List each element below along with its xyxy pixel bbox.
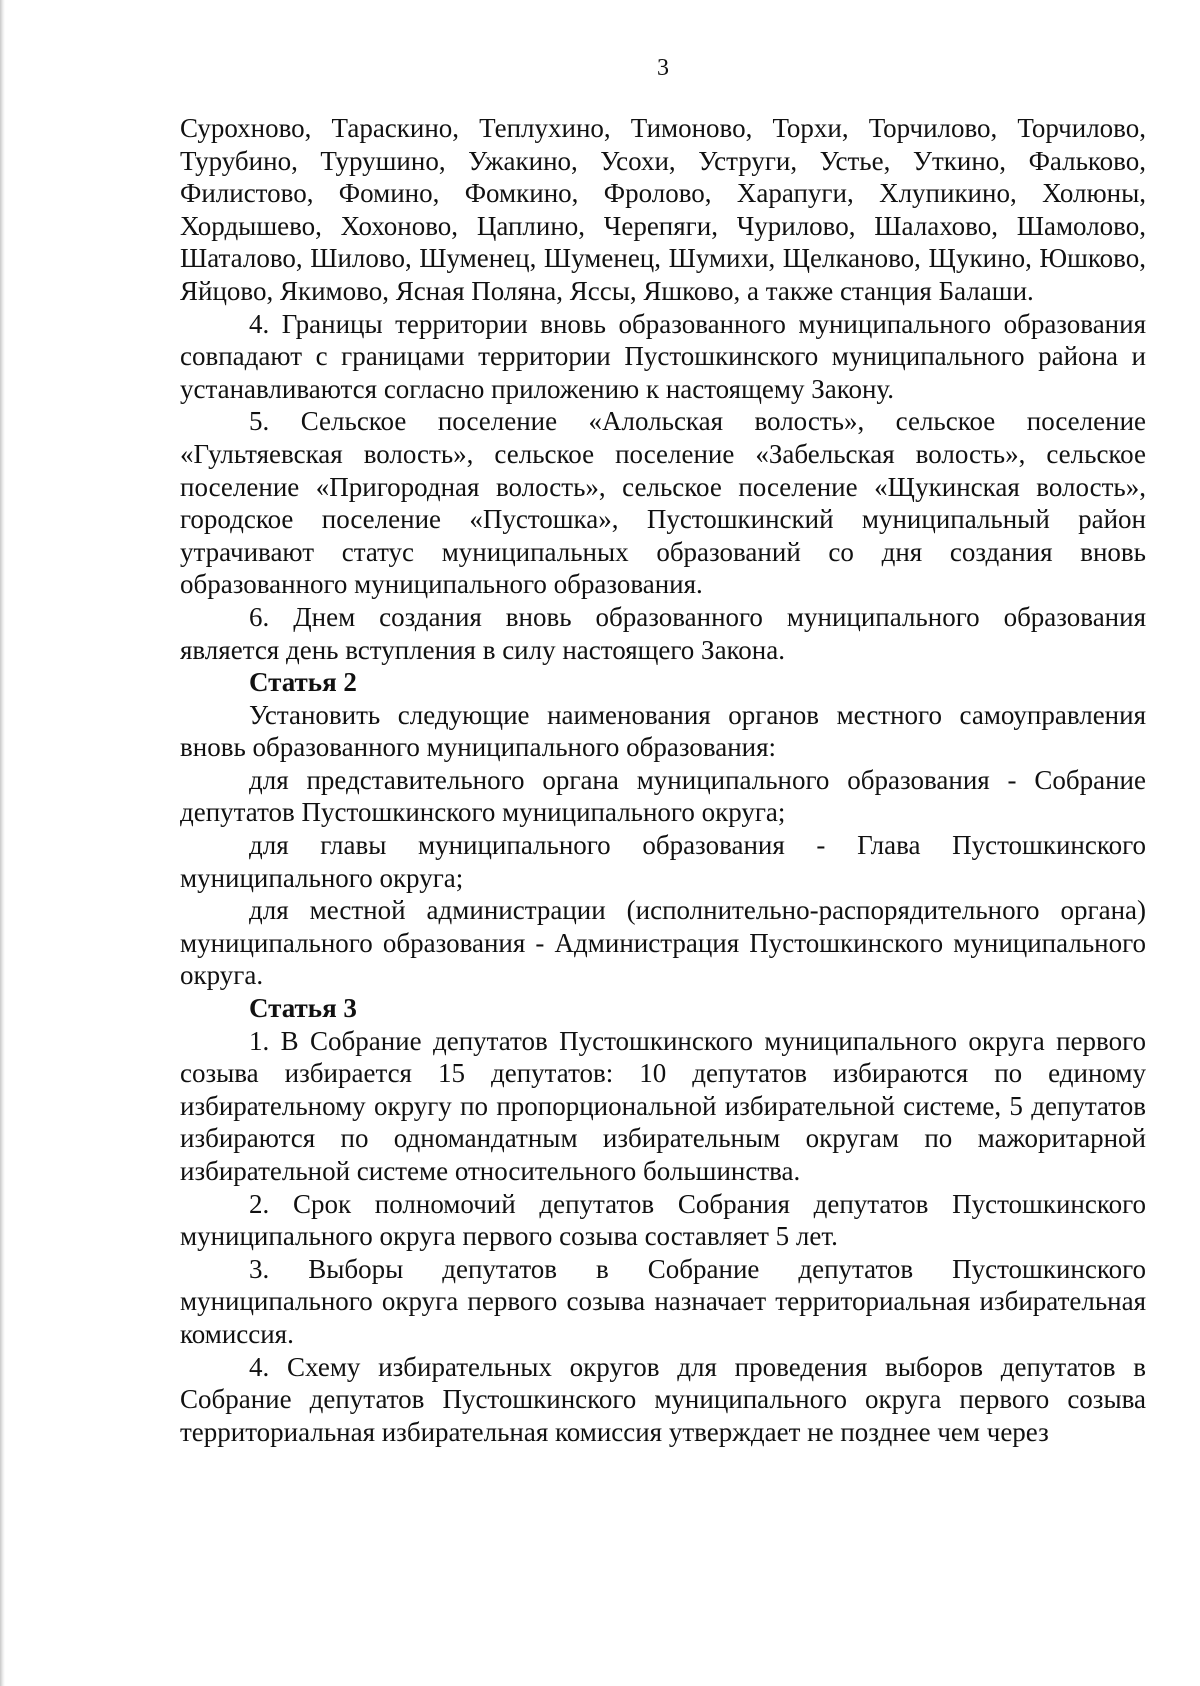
article-3-paragraph: 1. В Собрание депутатов Пустошкинского муниципального округа первого созыва избирается 15 депутатов: 10 депутатов избираются по единому избирательному округу по пропорциональной избирательной системе, 5 депутатов избираются по одномандатным избирательным округам по мажоритарной избирательной системе относительного большинства. xyxy=(180,1025,1146,1186)
article-3-paragraph: 2. Срок полномочий депутатов Собрания депутатов Пустошкинского муниципального округа первого созыва составляет 5 лет. xyxy=(180,1188,1146,1252)
page-number: 3 xyxy=(657,55,669,81)
article-3-paragraph: 4. Схему избирательных округов для проведения выборов депутатов в Собрание депутатов Пустошкинского муниципального округа первого созыва территориальная избирательная комиссия утверждает не позднее чем через xyxy=(180,1351,1146,1447)
article-2-paragraph: для главы муниципального образования - Глава Пустошкинского муниципального округа; xyxy=(180,830,1146,893)
paragraph-item-5: 5. Сельское поселение «Алольская волость», сельское поселение «Гультяевская волость», сельское поселение «Забельская волость», сельское поселение «Пригородная волость», сельское поселение «Щукинская волость», городское поселение «Пустошка», Пустошкинский муниципальный район утрачивают статус муниципальных образований со дня создания вновь образованного муниципального образования. xyxy=(180,406,1146,600)
scan-edge-shadow xyxy=(0,0,5,1686)
article-2-paragraph: Установить следующие наименования органов местного самоуправления вновь образованного муниципального образования: xyxy=(180,699,1146,763)
document-body xyxy=(180,112,1146,1448)
paragraph-item-6: 6. Днем создания вновь образованного муниципального образования является день вступления в силу настоящего Закона. xyxy=(180,601,1146,665)
paragraph-settlements-list: Сурохново, Тараскино, Теплухино, Тимоново, Торхи, Торчилово, Торчилово, Турубино, Турушино, Ужакино, Усохи, Уструги, Устье, Уткино, Фальково, Филистово, Фомино, Фомкино, Фролово, Харапуги, Хлупикино, Холюны, Хордышево, Хохоново, Цаплино, Черепяги, Чурилово, Шалахово, Шамолово, Шаталово, Шилово, Шуменец, Шуменец, Шумихи, Щелканово, Щукино, Юшково, Яйцово, Якимово, Ясная Поляна, Яссы, Яшково, а также станция Балаши. xyxy=(180,113,1146,306)
article-3-heading: Статья 3 xyxy=(249,993,357,1024)
paragraph-item-4: 4. Границы территории вновь образованного муниципального образования совпадают с границами территории Пустошкинского муниципального района и устанавливаются согласно приложению к настоящему Закону. xyxy=(180,308,1146,404)
article-2-paragraph: для местной администрации (исполнительно-распорядительного органа) муниципального образования - Администрация Пустошкинского муниципального округа. xyxy=(180,895,1146,991)
article-3-paragraph: 3. Выборы депутатов в Собрание депутатов Пустошкинского муниципального округа первого созыва назначает территориальная избирательная комиссия. xyxy=(180,1253,1146,1349)
article-2-heading: Статья 2 xyxy=(249,667,357,698)
article-2-paragraph: для представительного органа муниципального образования - Собрание депутатов Пустошкинского муниципального округа; xyxy=(180,764,1146,828)
